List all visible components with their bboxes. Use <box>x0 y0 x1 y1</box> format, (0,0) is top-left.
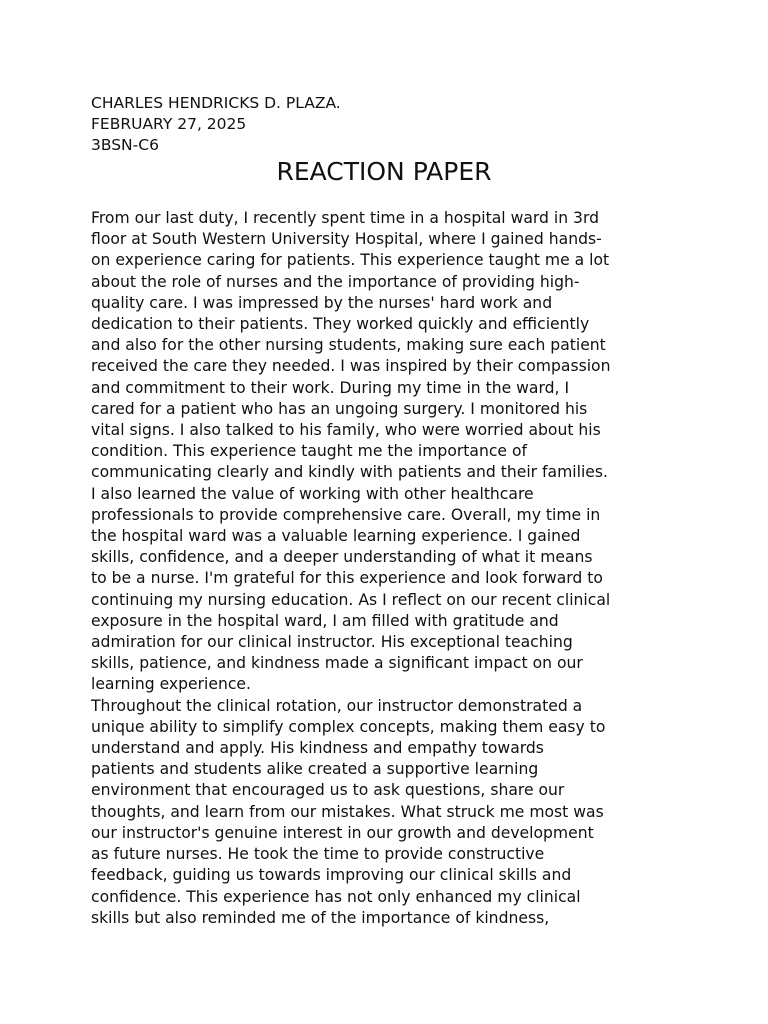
body-text <box>91 208 691 929</box>
body-line: continuing my nursing education. As I reflect on our recent clinical <box>91 590 611 609</box>
body-line: skills, confidence, and a deeper understanding of what it means <box>91 548 593 567</box>
body-line: professionals to provide comprehensive care. Overall, my time in <box>91 505 601 524</box>
body-line: about the role of nurses and the importance of providing high- <box>91 272 580 291</box>
document-header <box>91 93 341 156</box>
body-line: From our last duty, I recently spent time in a hospital ward in 3rd <box>91 209 600 227</box>
body-line: feedback, guiding us towards improving our clinical skills and <box>91 866 572 885</box>
body-line: learning experience. <box>91 675 251 694</box>
body-line: as future nurses. He took the time to provide constructive <box>91 845 545 864</box>
body-line: communicating clearly and kindly with patients and their families. <box>91 463 608 482</box>
body-line: dedication to their patients. They worked quickly and efficiently <box>91 315 590 334</box>
body-line: and also for the other nursing students, making sure each patient <box>91 336 606 355</box>
body-line: unique ability to simplify complex concepts, making them easy to <box>91 717 606 736</box>
body-line: exposure in the hospital ward, I am filled with gratitude and <box>91 611 559 630</box>
body-line: floor at South Western University Hospital, where I gained hands- <box>91 230 602 249</box>
body-line: environment that encouraged us to ask questions, share our <box>91 781 565 800</box>
body-line: patients and students alike created a supportive learning <box>91 760 539 779</box>
body-line: condition. This experience taught me the importance of <box>91 442 527 461</box>
author-name: CHARLES HENDRICKS D. PLAZA. <box>91 94 341 112</box>
body-line: thoughts, and learn from our mistakes. What struck me most was <box>91 802 604 821</box>
document-title: REACTION PAPER <box>276 157 492 186</box>
body-line: confidence. This experience has not only enhanced my clinical <box>91 887 581 906</box>
body-line: received the care they needed. I was inspired by their compassion <box>91 357 611 376</box>
body-line: skills, patience, and kindness made a significant impact on our <box>91 654 583 673</box>
body-line: skills but also reminded me of the importance of kindness, <box>91 908 550 927</box>
document-date: FEBRUARY 27, 2025 <box>91 115 247 133</box>
body-line: understand and apply. His kindness and empathy towards <box>91 739 544 758</box>
body-line: to be a nurse. I'm grateful for this experience and look forward to <box>91 569 603 588</box>
body-line: cared for a patient who has an ungoing surgery. I monitored his <box>91 399 588 418</box>
body-line: admiration for our clinical instructor. His exceptional teaching <box>91 633 573 652</box>
body-line: I also learned the value of working with other healthcare <box>91 484 534 503</box>
body-line: on experience caring for patients. This experience taught me a lot <box>91 251 610 270</box>
body-line: our instructor's genuine interest in our growth and development <box>91 823 594 842</box>
class-section: 3BSN-C6 <box>91 136 159 154</box>
body-line: the hospital ward was a valuable learning experience. I gained <box>91 527 581 546</box>
body-line: vital signs. I also talked to his family, who were worried about his <box>91 421 601 440</box>
body-line: quality care. I was impressed by the nurses' hard work and <box>91 293 553 312</box>
body-line: and commitment to their work. During my time in the ward, I <box>91 378 570 397</box>
body-line: Throughout the clinical rotation, our instructor demonstrated a <box>91 696 583 715</box>
